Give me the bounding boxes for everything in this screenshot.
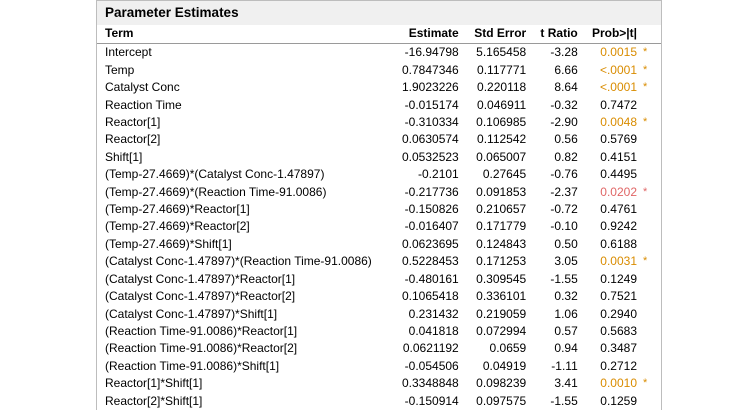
cell-significance-star (639, 131, 661, 148)
cell-significance-star (639, 306, 661, 323)
cell-term: (Catalyst Conc-1.47897)*(Reaction Time-91.0086) (105, 254, 372, 269)
cell-prob: 0.6188 (600, 236, 637, 251)
cell-prob: 0.4495 (600, 167, 637, 182)
cell-estimate: 0.1065418 (401, 289, 459, 304)
column-header-term[interactable]: Term (97, 25, 396, 44)
cell-estimate: -0.310334 (404, 115, 459, 130)
cell-prob: 0.4761 (600, 202, 637, 217)
cell-std-error: 0.220118 (477, 80, 527, 95)
cell-term: (Reaction Time-91.0086)*Reactor[2] (105, 341, 298, 356)
cell-term: (Reaction Time-91.0086)*Reactor[1] (105, 323, 298, 338)
cell-t-ratio: 3.41 (554, 376, 578, 391)
cell-significance-star (639, 271, 661, 288)
column-header-std-error[interactable]: Std Error (469, 25, 537, 44)
cell-t-ratio: -2.90 (550, 115, 578, 130)
cell-std-error: 0.091853 (476, 184, 527, 199)
cell-significance-star (639, 97, 661, 114)
parameter-estimates-table-container (96, 25, 662, 410)
cell-std-error: 0.0659 (489, 341, 527, 356)
cell-std-error: 0.171779 (476, 219, 527, 234)
table-body (97, 44, 661, 410)
cell-estimate: -0.217736 (404, 184, 459, 199)
cell-t-ratio: -3.28 (550, 45, 578, 60)
cell-estimate: -0.150826 (404, 202, 459, 217)
cell-std-error: 0.112542 (477, 132, 527, 147)
cell-significance-star: * (643, 185, 648, 198)
table-row[interactable] (97, 306, 661, 323)
cell-significance-star (639, 149, 661, 166)
table-row[interactable] (97, 218, 661, 235)
cell-prob: <.0001 (599, 80, 637, 95)
cell-prob: 0.0048 (600, 115, 637, 130)
cell-estimate: 0.0623695 (401, 236, 459, 251)
table-row[interactable] (97, 236, 661, 253)
cell-estimate: -0.054506 (404, 358, 459, 373)
column-header-estimate[interactable]: Estimate (396, 25, 469, 44)
cell-term: (Catalyst Conc-1.47897)*Reactor[2] (105, 289, 296, 304)
table-row[interactable] (97, 358, 661, 375)
cell-std-error: 0.171253 (476, 254, 527, 269)
cell-estimate: -0.2101 (418, 167, 459, 182)
table-row[interactable] (97, 201, 661, 218)
table-row[interactable] (97, 166, 661, 183)
cell-estimate: -0.150914 (404, 393, 459, 408)
cell-std-error: 0.336101 (476, 289, 527, 304)
cell-term: Temp (105, 62, 135, 77)
cell-std-error: 0.106985 (476, 115, 527, 130)
cell-t-ratio: 3.05 (554, 254, 578, 269)
table-row[interactable] (97, 271, 661, 288)
cell-estimate: 0.041818 (408, 323, 459, 338)
cell-term: (Catalyst Conc-1.47897)*Shift[1] (105, 306, 278, 321)
cell-t-ratio: 6.66 (554, 62, 578, 77)
cell-std-error: 0.097575 (476, 393, 527, 408)
parameter-estimates-table (97, 25, 661, 410)
cell-estimate: 0.0532523 (401, 149, 459, 164)
table-header-row (97, 25, 661, 44)
cell-term: Reactor[2]*Shift[1] (105, 393, 203, 408)
cell-estimate: 0.0630574 (401, 132, 459, 147)
cell-prob: 0.3487 (600, 341, 637, 356)
cell-significance-star (639, 166, 661, 183)
cell-prob: 0.2940 (600, 306, 637, 321)
cell-estimate: 0.3348848 (401, 376, 459, 391)
cell-estimate: 1.9023226 (401, 80, 459, 95)
cell-estimate: -0.016407 (404, 219, 459, 234)
cell-term: Intercept (105, 45, 152, 60)
cell-significance-star (639, 358, 661, 375)
cell-prob: 0.0010 (600, 376, 637, 391)
cell-t-ratio: -0.10 (550, 219, 578, 234)
cell-std-error: 0.309545 (476, 271, 527, 286)
table-row[interactable] (97, 44, 661, 62)
cell-std-error: 0.219059 (476, 306, 527, 321)
column-header-significance (639, 25, 661, 44)
table-row[interactable] (97, 253, 661, 270)
cell-std-error: 0.27645 (482, 167, 527, 182)
cell-prob: <.0001 (599, 62, 637, 77)
cell-prob: 0.5683 (600, 323, 637, 338)
cell-t-ratio: -0.72 (550, 202, 578, 217)
table-row[interactable] (97, 62, 661, 79)
cell-term: Shift[1] (105, 149, 143, 164)
cell-prob: 0.1249 (600, 271, 637, 286)
cell-estimate: 0.7847346 (401, 62, 459, 77)
cell-significance-star (639, 393, 661, 410)
cell-std-error: 0.210657 (476, 202, 527, 217)
cell-std-error: 0.065007 (476, 149, 527, 164)
cell-estimate: -16.94798 (404, 45, 459, 60)
cell-significance-star (639, 201, 661, 218)
cell-term: (Temp-27.4669)*Reactor[2] (105, 219, 250, 234)
cell-prob: 0.0031 (600, 254, 637, 269)
cell-estimate: 0.5228453 (401, 254, 459, 269)
cell-std-error: 0.046911 (477, 97, 527, 112)
cell-term: Catalyst Conc (105, 80, 180, 95)
cell-std-error: 5.165458 (476, 45, 527, 60)
cell-prob: 0.7521 (600, 289, 637, 304)
cell-significance-star (639, 288, 661, 305)
table-row[interactable] (97, 375, 661, 392)
cell-t-ratio: 0.57 (554, 323, 578, 338)
cell-term: (Temp-27.4669)*(Catalyst Conc-1.47897) (105, 167, 325, 182)
cell-prob: 0.7472 (600, 97, 637, 112)
cell-t-ratio: 0.32 (554, 289, 578, 304)
cell-t-ratio: -1.55 (550, 393, 578, 408)
column-header-t-ratio[interactable]: t Ratio (536, 25, 588, 44)
table-row[interactable] (97, 149, 661, 166)
cell-term: Reactor[1] (105, 115, 161, 130)
cell-t-ratio: -0.32 (550, 97, 578, 112)
cell-estimate: 0.231432 (408, 306, 459, 321)
cell-prob: 0.1259 (600, 393, 637, 408)
cell-t-ratio: 0.56 (554, 132, 578, 147)
cell-t-ratio: -1.11 (551, 358, 578, 373)
cell-prob: 0.0015 (600, 45, 637, 60)
table-row[interactable] (97, 184, 661, 201)
cell-significance-star: * (643, 63, 648, 76)
cell-significance-star (639, 340, 661, 357)
cell-term: (Temp-27.4669)*Reactor[1] (105, 202, 250, 217)
cell-t-ratio: 8.64 (554, 80, 578, 95)
cell-std-error: 0.072994 (476, 323, 527, 338)
cell-significance-star: * (643, 81, 648, 94)
panel-title: Parameter Estimates (96, 0, 662, 25)
table-header (97, 25, 661, 44)
cell-estimate: 0.0621192 (402, 341, 459, 356)
cell-std-error: 0.098239 (476, 376, 527, 391)
cell-significance-star (639, 218, 661, 235)
cell-std-error: 0.117771 (477, 62, 527, 77)
cell-t-ratio: 1.06 (554, 306, 578, 321)
cell-term: Reactor[2] (105, 132, 161, 147)
cell-t-ratio: -2.37 (550, 184, 578, 199)
cell-term: (Temp-27.4669)*Shift[1] (105, 236, 232, 251)
table-row[interactable] (97, 288, 661, 305)
cell-t-ratio: -0.76 (550, 167, 578, 182)
cell-significance-star: * (643, 116, 648, 129)
cell-prob: 0.9242 (600, 219, 637, 234)
cell-significance-star: * (643, 377, 648, 390)
table-row[interactable] (97, 131, 661, 148)
cell-significance-star (639, 323, 661, 340)
cell-significance-star (639, 236, 661, 253)
table-row[interactable] (97, 79, 661, 96)
cell-term: Reaction Time (105, 97, 182, 112)
table-row[interactable] (97, 323, 661, 340)
cell-std-error: 0.124843 (476, 236, 527, 251)
parameter-estimates-panel (96, 0, 662, 410)
cell-estimate: -0.480161 (404, 271, 459, 286)
cell-significance-star: * (643, 255, 648, 268)
cell-t-ratio: -1.55 (550, 271, 578, 286)
cell-prob: 0.2712 (600, 358, 637, 373)
cell-prob: 0.4151 (600, 149, 637, 164)
cell-term: (Temp-27.4669)*(Reaction Time-91.0086) (105, 184, 327, 199)
table-row[interactable] (97, 393, 661, 410)
cell-t-ratio: 0.50 (554, 236, 578, 251)
cell-estimate: -0.015174 (404, 97, 459, 112)
table-row[interactable] (97, 340, 661, 357)
column-header-prob[interactable]: Prob>|t| (588, 25, 639, 44)
cell-t-ratio: 0.94 (554, 341, 578, 356)
table-row[interactable] (97, 97, 661, 114)
cell-significance-star: * (643, 46, 648, 59)
cell-term: Reactor[1]*Shift[1] (105, 376, 203, 391)
cell-term: (Catalyst Conc-1.47897)*Reactor[1] (105, 271, 296, 286)
cell-std-error: 0.04919 (482, 358, 527, 373)
cell-prob: 0.5769 (600, 132, 637, 147)
cell-prob: 0.0202 (600, 184, 637, 199)
cell-t-ratio: 0.82 (554, 149, 578, 164)
table-row[interactable] (97, 114, 661, 131)
cell-term: (Reaction Time-91.0086)*Shift[1] (105, 358, 280, 373)
